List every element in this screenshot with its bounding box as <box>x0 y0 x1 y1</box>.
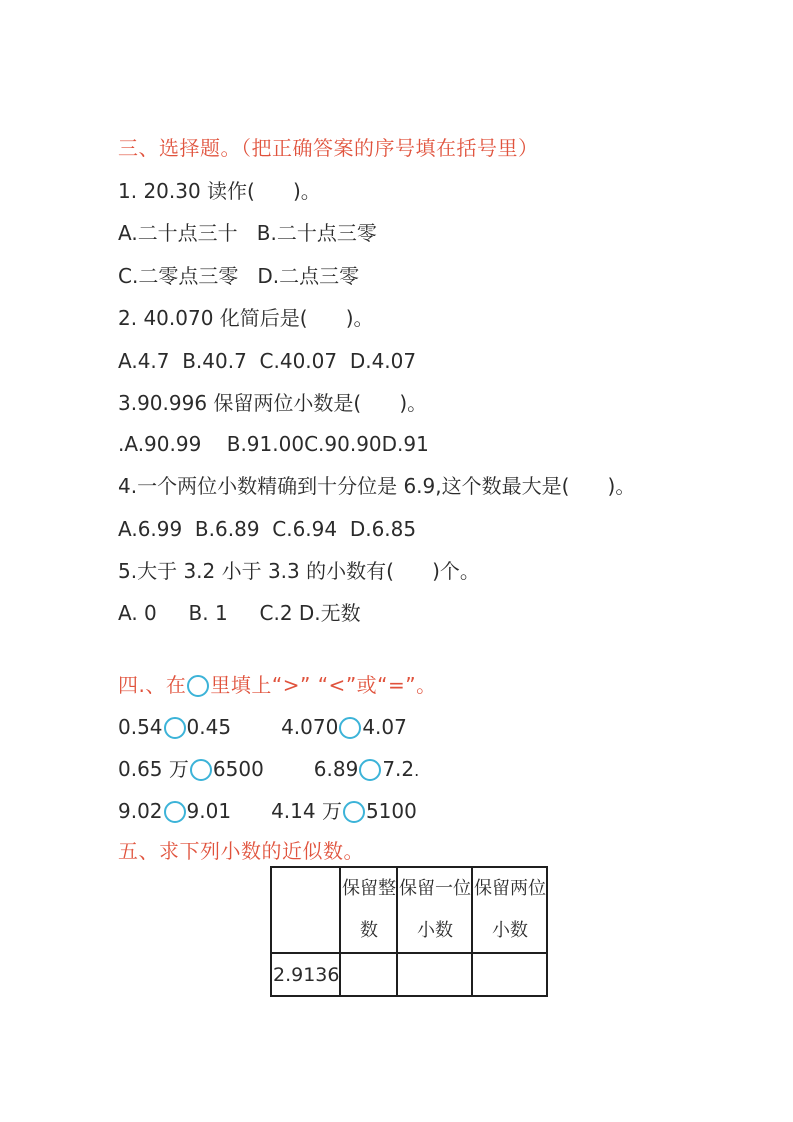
comparison-row-1 <box>118 714 407 740</box>
table-row <box>271 953 547 996</box>
answer-circle-icon <box>187 675 209 697</box>
comparison-pair <box>118 757 264 781</box>
answer-circle-icon <box>343 801 365 823</box>
section4-heading <box>118 672 437 698</box>
answer-circle-icon <box>359 759 381 781</box>
compare-left-value: 0.65 万 <box>118 757 189 781</box>
question-4-stem: 4.一个两位小数精确到十分位是 6.9,这个数最大是( )。 <box>118 474 636 498</box>
table-header-cell-two-decimal: 保留两位小数 <box>472 867 547 953</box>
table-header-cell-one-decimal: 保留一位小数 <box>397 867 472 953</box>
stray-dot-mark: . <box>414 761 420 780</box>
answer-circle-icon <box>164 801 186 823</box>
question-1-options-ab: A.二十点三十 B.二十点三零 <box>118 221 377 245</box>
approx-table <box>270 866 548 997</box>
compare-right-value: 9.01 <box>186 799 232 823</box>
compare-left-value: 4.14 万 <box>271 799 342 823</box>
question-1-options-cd: C.二零点三零 D.二点三零 <box>118 264 360 288</box>
section4-heading-text-after: 里填上“>” “<”或“=”。 <box>210 673 437 697</box>
comparison-pair <box>281 715 407 739</box>
table-answer-cell <box>472 953 547 996</box>
section3-heading: 三、选择题。（把正确答案的序号填在括号里） <box>118 136 539 160</box>
table-header-cell-integer: 保留整数 <box>340 867 397 953</box>
answer-circle-icon <box>164 717 186 739</box>
comparison-pair <box>118 715 231 739</box>
question-5-options: A. 0 B. 1 C.2 D.无数 <box>118 601 361 625</box>
compare-left-value: 6.89 <box>313 757 359 781</box>
section5-heading: 五、求下列小数的近似数。 <box>118 839 364 863</box>
answer-circle-icon <box>339 717 361 739</box>
question-4-options: A.6.99 B.6.89 C.6.94 D.6.85 <box>118 517 417 541</box>
compare-right-value: 0.45 <box>186 715 232 739</box>
question-2-options: A.4.7 B.40.7 C.40.07 D.4.07 <box>118 349 417 373</box>
table-answer-cell <box>340 953 397 996</box>
compare-left-value: 4.070 <box>281 715 339 739</box>
answer-circle-icon <box>190 759 212 781</box>
section4-heading-text-before: 四.、在 <box>118 673 187 697</box>
comparison-pair <box>271 799 417 823</box>
comparison-pair <box>314 757 419 781</box>
compare-left-value: 0.54 <box>118 715 163 739</box>
table-answer-cell <box>397 953 472 996</box>
comparison-pair <box>118 799 231 823</box>
question-3-stem: 3.90.996 保留两位小数是( )。 <box>118 391 428 415</box>
question-2-stem: 2. 40.070 化简后是( )。 <box>118 306 374 330</box>
compare-right-value: 4.07 <box>362 715 407 739</box>
table-header-row <box>271 867 547 953</box>
comparison-row-3 <box>118 798 417 824</box>
table-header-cell-empty <box>271 867 340 953</box>
question-5-stem: 5.大于 3.2 小于 3.3 的小数有( )个。 <box>118 559 480 583</box>
comparison-row-2 <box>118 756 419 784</box>
table-value-cell: 2.9136 <box>271 953 340 996</box>
compare-right-value: 6500 <box>212 757 264 781</box>
compare-right-value: 7.2 <box>382 757 415 781</box>
question-1-stem: 1. 20.30 读作( )。 <box>118 179 321 203</box>
question-3-options: .A.90.99 B.91.00C.90.90D.91 <box>118 432 429 456</box>
compare-right-value: 5100 <box>365 799 417 823</box>
compare-left-value: 9.02 <box>118 799 163 823</box>
